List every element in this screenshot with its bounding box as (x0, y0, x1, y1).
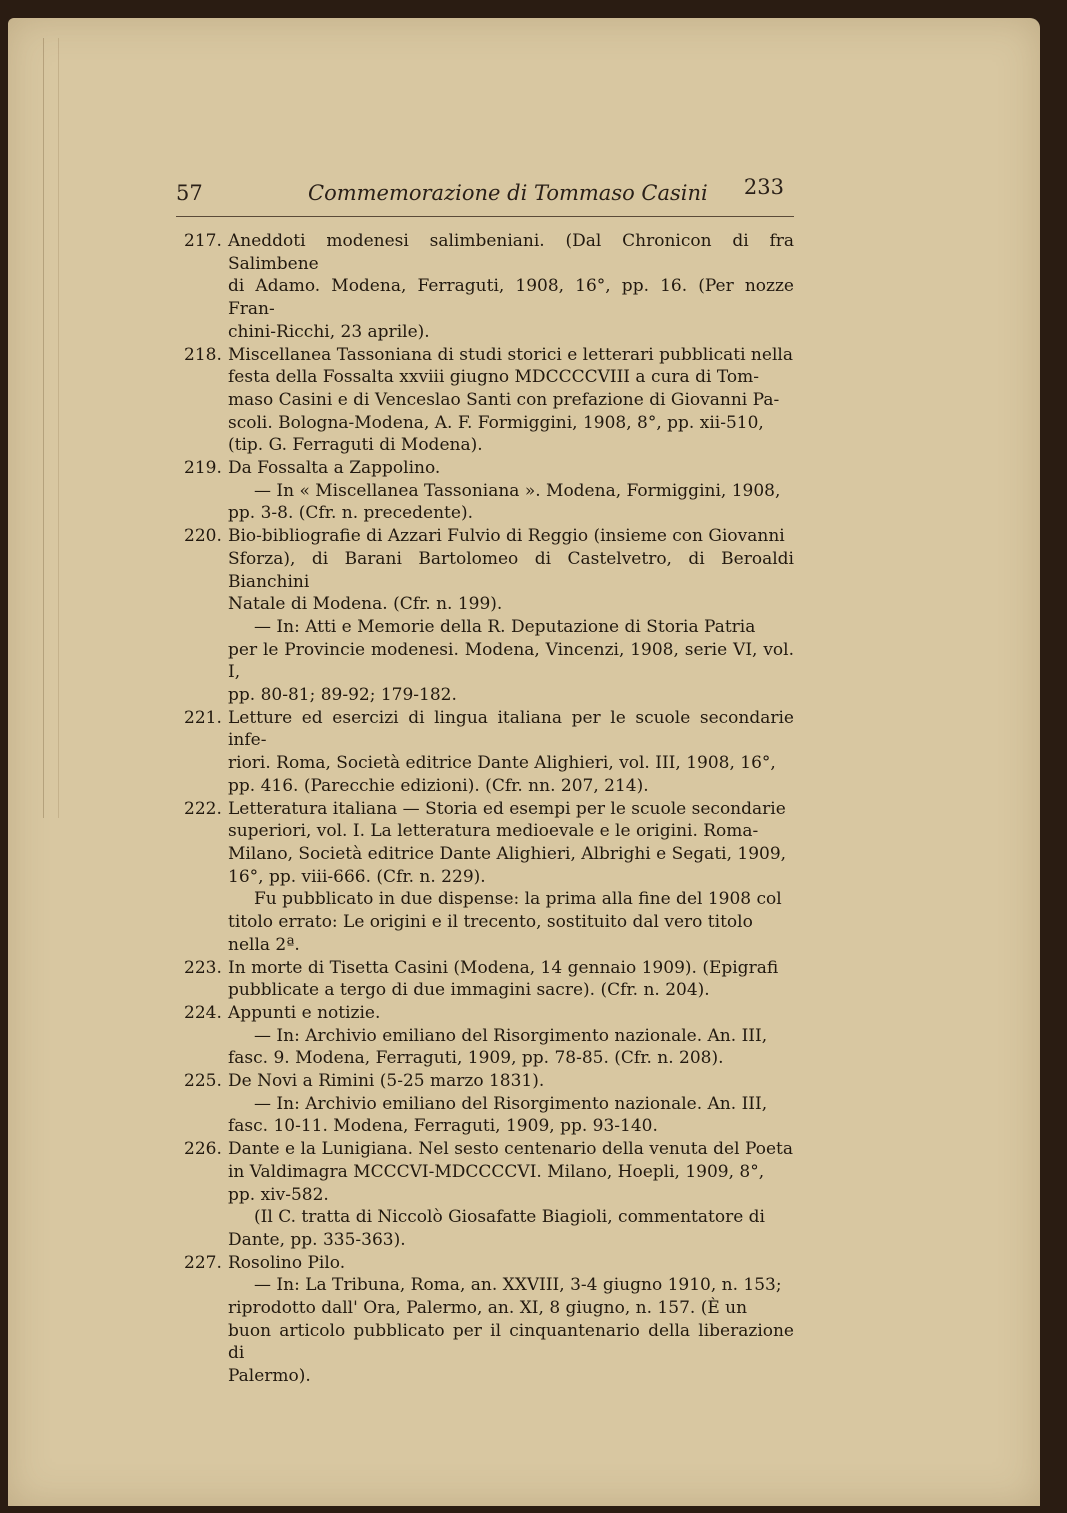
entry-line: chini-Ricchi, 23 aprile). (228, 321, 430, 342)
entry-line: pp. 80-81; 89-92; 179-182. (228, 685, 457, 706)
entry-line: per le Provincie modenesi. Modena, Vincenzi, 1908, serie VI, vol. I, (228, 639, 794, 683)
entry-line: Dante, pp. 335-363). (228, 1229, 406, 1250)
entry-line: fasc. 9. Modena, Ferraguti, 1909, pp. 78-85. (Cfr. n. 208). (228, 1048, 724, 1069)
book-page (8, 18, 1040, 1506)
entry-number: 220. (184, 526, 222, 547)
entry-line: Letture ed esercizi di lingua italiana per le scuole secondarie infe- (228, 707, 794, 751)
bibliography-entry (184, 1252, 794, 1388)
bibliography-entry (184, 230, 794, 344)
entry-line: pp. 416. (Parecchie edizioni). (Cfr. nn. 207, 214). (228, 775, 649, 796)
entry-line: 16°, pp. viii-666. (Cfr. n. 229). (228, 866, 486, 887)
page-fold-shadow (43, 38, 59, 818)
entry-line: fasc. 10-11. Modena, Ferraguti, 1909, pp. 93-140. (228, 1116, 658, 1137)
entry-number: 221. (184, 707, 222, 728)
entry-line: Sforza), di Barani Bartolomeo di Castelvetro, di Beroaldi Bianchini (228, 548, 794, 592)
entry-line: (Il C. tratta di Niccolò Giosafatte Biagioli, commentatore di (254, 1207, 765, 1228)
bibliography-entry (184, 707, 794, 798)
entry-line: — In: Atti e Memorie della R. Deputazione di Storia Patria (254, 616, 756, 637)
entry-line: maso Casini e di Venceslao Santi con prefazione di Giovanni Pa- (228, 389, 780, 410)
entry-line: Da Fossalta a Zappolino. (228, 458, 441, 479)
header-title: Commemorazione di Tommaso Casini (308, 181, 708, 205)
entry-number: 227. (184, 1252, 222, 1273)
entry-line: Palermo). (228, 1366, 311, 1387)
page-number: 233 (743, 175, 784, 199)
entry-number: 226. (184, 1139, 222, 1160)
entry-line: pp. xiv-582. (228, 1184, 329, 1205)
header-rule (176, 216, 794, 217)
bibliography-list (184, 230, 794, 1388)
entry-line: buon articolo pubblicato per il cinquantenario della liberazione di (228, 1320, 794, 1364)
entry-number: 222. (184, 798, 222, 819)
entry-number: 223. (184, 957, 222, 978)
entry-line: — In: Archivio emiliano del Risorgimento nazionale. An. III, (254, 1093, 768, 1114)
entry-line: De Novi a Rimini (5-25 marzo 1831). (228, 1071, 545, 1092)
entry-number: 218. (184, 344, 222, 365)
entry-line: (tip. G. Ferraguti di Modena). (228, 435, 483, 456)
entry-line: Dante e la Lunigiana. Nel sesto centenario della venuta del Poeta (228, 1139, 793, 1160)
entry-line: In morte di Tisetta Casini (Modena, 14 gennaio 1909). (Epigrafi (228, 957, 779, 978)
entry-line: pubblicate a tergo di due immagini sacre). (Cfr. n. 204). (228, 980, 710, 1001)
entry-line: Miscellanea Tassoniana di studi storici e letterari pubblicati nella (228, 344, 793, 365)
bibliography-entry (184, 457, 794, 525)
bibliography-entry (184, 957, 794, 1002)
entry-line: nella 2ª. (228, 934, 300, 955)
entry-number: 217. (184, 231, 222, 251)
entry-line: Appunti e notizie. (228, 1002, 381, 1023)
running-header (168, 173, 808, 209)
bibliography-entry (184, 1138, 794, 1252)
entry-line: — In « Miscellanea Tassoniana ». Modena, Formiggini, 1908, (254, 480, 781, 501)
entry-line: superiori, vol. I. La letteratura medioevale e le origini. Roma- (228, 821, 759, 842)
entry-line: Letteratura italiana — Storia ed esempi per le scuole secondarie (228, 798, 786, 819)
entry-line: scoli. Bologna-Modena, A. F. Formiggini, 1908, 8°, pp. xii-510, (228, 412, 764, 433)
entry-line: Aneddoti modenesi salimbeniani. (Dal Chronicon di fra Salimbene (228, 231, 794, 274)
entry-line: di Adamo. Modena, Ferraguti, 1908, 16°, pp. 16. (Per nozze Fran- (228, 276, 794, 320)
entry-line: Natale di Modena. (Cfr. n. 199). (228, 594, 503, 615)
entry-line: Rosolino Pilo. (228, 1252, 346, 1273)
entry-line: festa della Fossalta xxviii giugno MDCCCCVIII a cura di Tom- (228, 367, 759, 388)
entry-line: Fu pubblicato in due dispense: la prima alla fine del 1908 col (254, 889, 782, 910)
entry-line: in Valdimagra MCCCVI-MDCCCCVI. Milano, Hoepli, 1909, 8°, (228, 1161, 765, 1182)
entry-line: riori. Roma, Società editrice Dante Alighieri, vol. III, 1908, 16°, (228, 753, 776, 774)
entry-line: riprodotto dall' Ora, Palermo, an. XI, 8 giugno, n. 157. (È un (228, 1298, 748, 1319)
entry-number: 224. (184, 1002, 222, 1023)
bibliography-entry (184, 1070, 794, 1138)
entry-line: Bio-bibliografie di Azzari Fulvio di Reggio (insieme con Giovanni (228, 526, 785, 547)
bibliography-entry (184, 798, 794, 957)
entry-line: pp. 3-8. (Cfr. n. precedente). (228, 503, 473, 524)
entry-line: Milano, Società editrice Dante Alighieri, Albrighi e Segati, 1909, (228, 843, 787, 864)
entry-number: 219. (184, 458, 222, 479)
entry-number: 225. (184, 1071, 222, 1092)
bibliography-entry (184, 344, 794, 458)
entry-line: titolo errato: Le origini e il trecento, sostituito dal vero titolo (228, 912, 753, 933)
header-left-number: 57 (176, 181, 203, 205)
entry-line: — In: Archivio emiliano del Risorgimento nazionale. An. III, (254, 1025, 768, 1046)
entry-line: — In: La Tribuna, Roma, an. XXVIII, 3-4 giugno 1910, n. 153; (254, 1275, 782, 1296)
bibliography-entry (184, 1002, 794, 1070)
bibliography-entry (184, 525, 794, 707)
